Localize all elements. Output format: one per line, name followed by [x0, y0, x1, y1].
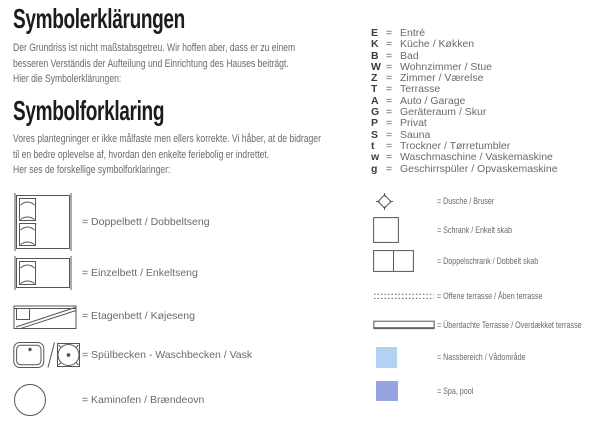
legend-row-double-cabinet	[373, 250, 572, 272]
legend-row-bunk-bed	[13, 302, 195, 330]
shower-icon	[376, 193, 393, 210]
sink-basin-icons	[13, 340, 81, 370]
letter-label: Trockner / Tørretumbler	[400, 139, 511, 152]
letter-key: W	[371, 60, 381, 73]
danish-intro-line: Vores plantegninger er ikke målfaste men ellers korrekte. Vi håber, at de bidrager	[13, 133, 321, 145]
german-intro-line: besseren Verständis der Aufteilung und Einrichtung des Hauses beiträgt.	[13, 57, 289, 70]
double-cabinet-icon	[373, 250, 414, 272]
letter-row	[371, 39, 558, 50]
covered-terrace-icon	[373, 320, 435, 330]
letter-label: Terrasse	[400, 83, 441, 96]
legend-row-open-terrace	[373, 292, 578, 301]
equals-sign: =	[386, 83, 393, 96]
equals-sign: =	[386, 162, 393, 175]
letter-key: T	[371, 83, 378, 96]
legend-label: = Doppelschrank / Dobbelt skab	[437, 255, 539, 267]
letter-key: P	[371, 117, 379, 130]
letter-label: Entré	[400, 27, 426, 39]
letter-label: Sauna	[400, 128, 431, 141]
open-terrace-icon	[373, 292, 435, 301]
legend-label: = Doppelbett / Dobbeltseng	[82, 216, 210, 228]
legend-row-shower	[376, 193, 513, 210]
letter-key: K	[371, 38, 379, 51]
danish-intro-line: Her ses de forskellige symbolforklaringer:	[13, 164, 171, 177]
legend-row-cabinet	[373, 217, 537, 243]
letter-label: Geschirrspüler / Opvaskemaskine	[400, 162, 558, 175]
legend-label: = Einzelbett / Enkeltseng	[82, 267, 198, 279]
equals-sign: =	[386, 27, 393, 39]
german-intro-line: Hier die Symbolerklärungen:	[13, 73, 122, 86]
equals-sign: =	[386, 139, 393, 152]
legend-label: = Etagenbett / Køjeseng	[82, 310, 195, 322]
letter-label: Auto / Garage	[400, 94, 466, 107]
letter-key: w	[371, 151, 380, 164]
letter-key: E	[371, 27, 379, 39]
letter-label: Geräteraum / Skur	[400, 106, 487, 119]
letter-row	[371, 118, 558, 129]
wood-stove-icon	[13, 383, 47, 417]
wet-area-swatch	[376, 347, 397, 368]
bunk-bed-icon	[13, 302, 77, 330]
legend-label: = Kaminofen / Brændeovn	[82, 394, 205, 406]
letter-label: Zimmer / Værelse	[400, 72, 484, 85]
legend-row-stove	[13, 383, 204, 417]
legend-label: = Schrank / Enkelt skab	[437, 224, 513, 236]
equals-sign: =	[386, 72, 393, 85]
equals-sign: =	[386, 49, 393, 62]
legend-label: = Nassbereich / Vådområde	[437, 352, 526, 363]
letter-key: A	[371, 94, 379, 107]
spa-pool-swatch	[376, 381, 398, 401]
letter-row	[371, 107, 558, 118]
equals-sign: =	[386, 106, 393, 119]
letter-key: S	[371, 128, 379, 141]
danish-intro-line: til en bedre oplevelse af, hvordan den enkelte feriebolig er indrettet.	[13, 148, 270, 161]
legend-label: = Dusche / Bruser	[437, 196, 495, 207]
danish-heading: Symbolforklaring	[13, 95, 165, 126]
letter-label: Bad	[400, 49, 419, 62]
letter-key: B	[371, 49, 379, 62]
letter-key: g	[371, 162, 378, 175]
equals-sign: =	[386, 151, 393, 164]
letter-legend	[371, 28, 558, 175]
legend-row-sink	[13, 340, 252, 370]
legend-row-wet-area	[376, 347, 555, 368]
legend-label: = Spülbecken - Waschbecken / Vask	[82, 349, 253, 361]
letter-key: t	[371, 139, 375, 152]
single-bed-icon	[13, 256, 73, 290]
equals-sign: =	[386, 60, 393, 73]
letter-label: Wohnzimmer / Stue	[400, 60, 493, 73]
legend-label: = Überdachte Terrasse / Overdækket terrasse	[437, 319, 582, 331]
letter-label: Küche / Køkken	[400, 38, 475, 51]
legend-row-spa-pool	[376, 381, 485, 401]
legend-row-double-bed	[13, 193, 210, 251]
german-heading: Symbolerklärungen	[13, 3, 185, 34]
single-cabinet-icon	[373, 217, 399, 243]
legend-row-covered-terrace	[373, 320, 600, 330]
legend-row-single-bed	[13, 256, 198, 290]
equals-sign: =	[386, 94, 393, 107]
equals-sign: =	[386, 128, 393, 141]
german-intro	[13, 41, 375, 88]
letter-label: Privat	[400, 117, 427, 130]
letter-key: G	[371, 106, 380, 119]
german-intro-line: Der Grundriss ist nicht maßstabsgetreu. Wir hoffen aber, dass er zu einem	[13, 42, 296, 54]
letter-row	[371, 164, 558, 175]
letter-label: Waschmaschine / Vaskemaskine	[400, 151, 553, 164]
equals-sign: =	[386, 117, 393, 130]
letter-key: Z	[371, 72, 378, 85]
legend-label: = Offene terrasse / Åben terrasse	[437, 291, 543, 302]
letter-row	[371, 152, 558, 163]
double-bed-icon	[13, 193, 73, 251]
letter-row	[371, 73, 558, 84]
legend-label: = Spa, pool	[437, 385, 474, 397]
danish-intro	[13, 128, 408, 179]
equals-sign: =	[386, 38, 393, 51]
